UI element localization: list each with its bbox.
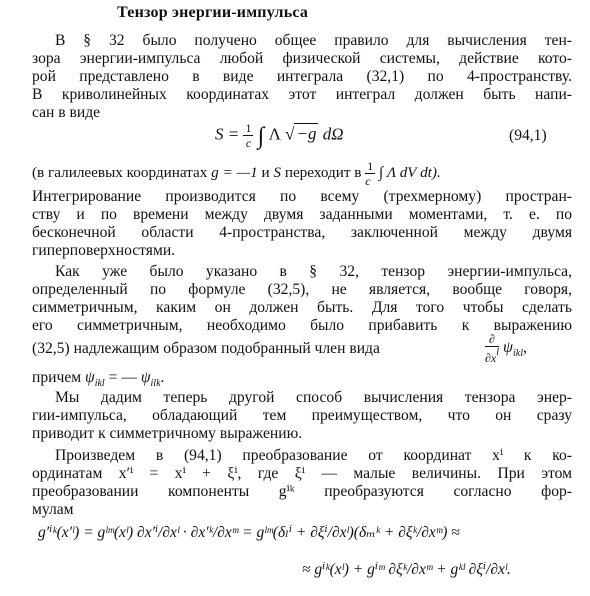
text-line: гиперповерхностями.	[32, 242, 176, 259]
text-line: приводит к симметричному выражению.	[32, 425, 303, 442]
text-line: симметричным, каким он должен быть. Для того чтобы сделать	[32, 299, 572, 316]
text-line: Как уже было указано в § 32, тензор энергии-импульса,	[55, 263, 572, 280]
integral-sign: ∫	[257, 123, 265, 150]
eq-d-omega: dΩ	[322, 124, 344, 144]
equation-action-integral: S = $\frac{1}{c}$ ∫ Λ √ −g dΩ	[215, 121, 344, 150]
section-heading: Тензор энергии-импульса	[117, 4, 309, 21]
galilean-note: (в галилеевых координатах g = —1 и S переходит в $\frac{1}{c}$ ∫ Λ dV dt).	[32, 159, 441, 188]
text-line: Интегрирование производится по всему (трехмерному) простран-	[32, 188, 572, 205]
term-derivative-psi: $\frac{\partial}{\partial x^l}$ $\psi_{ikl}$,	[485, 332, 527, 365]
text-line: бесконечной области 4-пространства, заключенной между двумя	[32, 224, 572, 241]
text-line: его симметричным, необходимо было прибавить к выражению	[32, 317, 572, 334]
text-line: ординатам x′ⁱ = xⁱ + ξⁱ, где ξⁱ — малые величины. При этом	[32, 465, 572, 482]
eq-lambda: Λ	[268, 124, 281, 144]
text-line: определенный по формуле (32,5), не является, вообще говоря,	[32, 281, 572, 298]
eq-fraction: $\frac{1}{c}$	[245, 121, 252, 150]
eq-sqrt-arg: −g	[296, 124, 317, 144]
text-line: зора энергии-импульса любой физической системы, действие кото-	[32, 50, 572, 67]
text-line: преобразовании компоненты gⁱᵏ преобразуются согласно фор-	[32, 483, 572, 500]
text-line: гии-импульса, обладающий тем преимуществом, что он сразу	[32, 407, 572, 424]
text-line: рой представлено в виде интеграла (32,1) по 4-пространству.	[32, 68, 572, 85]
eq-lhs: S =	[215, 124, 240, 144]
text-line: (32,5) надлежащим образом подобранный член вида	[32, 340, 380, 357]
text-line: сан в виде	[32, 104, 101, 121]
equation-metric-transform-line1: g′ⁱᵏ(x′ˡ) = gˡᵐ(xˡ) ∂x′ⁱ/∂xˡ · ∂x′ᵏ/∂xᵐ = gˡᵐ(δₗⁱ + ∂ξⁱ/∂xˡ)(δₘᵏ + ∂ξᵏ/∂xᵐ) ≈	[38, 524, 460, 541]
equation-metric-transform-line2: ≈ gⁱᵏ(xˡ) + gⁱᵐ ∂ξᵏ/∂xᵐ + gᵏˡ ∂ξⁱ/∂xˡ.	[302, 561, 511, 578]
text-line: ству и по времени между двумя заданными моментами, т. е. по	[32, 206, 572, 223]
equation-number: (94,1)	[509, 127, 547, 144]
antisymmetry-condition: причем $\psi_{ikl}$ = — $\psi_{ilk}$.	[32, 369, 165, 389]
text-line: Произведем в (94,1) преобразование от координат xⁱ к ко-	[55, 447, 572, 464]
text-line: мулам	[32, 501, 74, 518]
text-line: В § 32 было получено общее правило для вычисления тен-	[55, 32, 572, 49]
text-line: Мы дадим теперь другой способ вычисления тензора энер-	[55, 389, 572, 406]
text-line: В криволинейных координатах этот интеграл должен быть напи-	[32, 86, 572, 103]
